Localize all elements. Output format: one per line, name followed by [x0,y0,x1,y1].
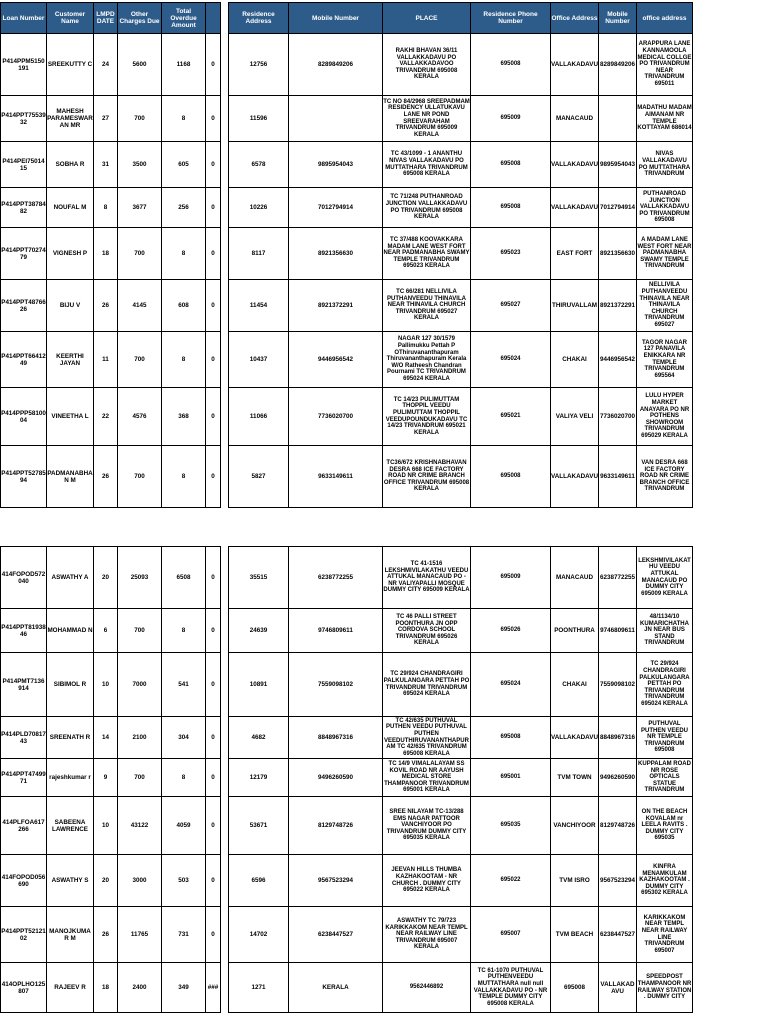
other-charges-cell: 43122 [118,797,162,855]
loan-number-cell: 414PLFOA617266 [1,797,47,855]
residence-phone-cell: 695026 [471,609,551,653]
overdue-amount-cell: 731 [162,907,206,963]
residence-address-cell: 12179 [229,759,289,797]
loan-number-cell: P414PPT4749971 [1,759,47,797]
col-total-overdue[interactable]: Total Overdue Amount [162,3,206,34]
loan-number-cell: P414PPT6641249 [1,332,47,388]
residence-address-cell: 10226 [229,188,289,228]
mobile-number-2-cell: 7559098102 [599,653,637,717]
mobile-number-2-cell: 9633149611 [599,446,637,508]
mobile-number-2-cell: VALLAKADAVU [599,963,637,1013]
office-address-cell: MANACAUD [551,547,599,609]
gap-cell [221,717,229,759]
residence-phone-cell: 695035 [471,797,551,855]
place-cell: TC 29/924 CHANDRAGIRI PALKULANGARA PETTAH PO TRIVANDRUM TRIVANDRUM 695024 KERALA [383,653,471,717]
table-row [1,609,693,653]
loan-number-cell: P414PMT7136914 [1,653,47,717]
blank-cell: 0 [206,855,221,907]
office-address-cell: EAST FORT [551,228,599,280]
other-charges-cell: 3677 [118,188,162,228]
loan-number-cell: 414FOPOD056690 [1,855,47,907]
customer-name-cell: VINEETHA L [47,388,94,446]
residence-address-cell: 4682 [229,717,289,759]
mobile-number-2-cell: 6238772255 [599,547,637,609]
other-charges-cell: 4576 [118,388,162,446]
table-row [1,446,693,508]
residence-phone-cell: 695008 [471,142,551,188]
gap-cell [221,855,229,907]
gap-cell [221,609,229,653]
office-address-2-cell: TAGOR NAGAR 127 PANAVILA ENIKKARA NR TEMPLE TRIVANDRUM 695564 [637,332,693,388]
blank-cell: 0 [206,332,221,388]
blank-cell: 0 [206,34,221,96]
mobile-number-2-cell: 8848967316 [599,717,637,759]
office-address-2-cell: 48/1134/10 KUMARICHATHA JN NEAR BUS STAND TRIVANDRUM [637,609,693,653]
residence-address-cell: 53671 [229,797,289,855]
mobile-number-2-cell: 7012794914 [599,188,637,228]
col-other-charges[interactable]: Other Charges Due [118,3,162,34]
col-lmpd-date[interactable]: LMPD DATE [94,3,118,34]
loan-table-page-2 [0,546,693,1013]
gap-cell [221,142,229,188]
office-address-2-cell: PUTHUVAL PUTHEN VEEDU NR TEMPLE TRIVANDRUM 695008 [637,717,693,759]
overdue-amount-cell: 8 [162,332,206,388]
lmpd-date-cell: 31 [94,142,118,188]
table-row [1,228,693,280]
office-address-2-cell: MADATHU MADAM AIMANAM NR TEMPLE KOTTAYAM 686014 [637,96,693,142]
customer-name-cell: rajeshkumar r [47,759,94,797]
mobile-number-2-cell: 9895954043 [599,142,637,188]
gap-cell [221,653,229,717]
residence-address-cell: 11454 [229,280,289,332]
office-address-2-cell: PUTHANROAD JUNCTION VALLAKKADAVU PO TRIVANDRUM 695008 [637,188,693,228]
place-cell: TC 41-1516 LEKSHMIVILAKATHU VEEDU ATTUKAL MANACAUD PO - NR VALIYAPALLI MOSQUE DUMMY CITY 695009 KERALA [383,547,471,609]
gap-cell [221,759,229,797]
overdue-amount-cell: 6508 [162,547,206,609]
col-place[interactable]: PLACE [383,3,471,34]
customer-name-cell: SOBHA R [47,142,94,188]
residence-address-cell: 14702 [229,907,289,963]
blank-cell: 0 [206,142,221,188]
loan-number-cell: P414PLD7081743 [1,717,47,759]
mobile-number-cell: 8848967316 [289,717,383,759]
other-charges-cell: 25093 [118,547,162,609]
office-address-cell: CHAKAI [551,653,599,717]
lmpd-date-cell: 6 [94,609,118,653]
place-cell: 9562446892 [383,963,471,1013]
office-address-2-cell: ON THE BEACH KOVALAM nr LEELA RAVITS . DUMMY CITY 695035 [637,797,693,855]
overdue-amount-cell: 8 [162,96,206,142]
mobile-number-2-cell [599,96,637,142]
mobile-number-cell: 7736020700 [289,388,383,446]
table-row [1,388,693,446]
loan-number-cell: P414PPM5150191 [1,34,47,96]
office-address-2-cell: NIVAS VALLAKADAVU PO MUTTATHARA TRIVANDRUM [637,142,693,188]
lmpd-date-cell: 9 [94,759,118,797]
mobile-number-2-cell: 8921356630 [599,228,637,280]
lmpd-date-cell: 26 [94,280,118,332]
mobile-number-cell: 8129748726 [289,797,383,855]
overdue-amount-cell: 349 [162,963,206,1013]
blank-cell: 0 [206,228,221,280]
residence-phone-cell: 695007 [471,907,551,963]
table-body-2 [1,547,693,1013]
customer-name-cell: RAJEEV R [47,963,94,1013]
overdue-amount-cell: 8 [162,446,206,508]
col-blank-1 [206,3,221,34]
office-address-cell: VANCHIYOOR [551,797,599,855]
loan-number-cell: P414PEI7501415 [1,142,47,188]
residence-address-cell: 1271 [229,963,289,1013]
mobile-number-cell: 8289849206 [289,34,383,96]
other-charges-cell: 3000 [118,855,162,907]
mobile-number-cell: 8921372291 [289,280,383,332]
office-address-2-cell: KARIKKAKOM NEAR TEMPL NEAR RAILWAY LINE TRIVANDRUM 695007 [637,907,693,963]
mobile-number-2-cell: 9746809611 [599,609,637,653]
lmpd-date-cell: 26 [94,446,118,508]
office-address-cell: VALLAKADAVU [551,142,599,188]
lmpd-date-cell: 18 [94,963,118,1013]
place-cell: TC 66/281 NELLIVILA PUTHANVEEDU THINAVILA NEAR THINAVILA CHURCH TRIVANDRUM 695027 KERALA [383,280,471,332]
office-address-2-cell: LEKSHMIVILAKATHU VEEDU ATTUKAL MANACAUD PO DUMMY CITY 695009 KERALA [637,547,693,609]
other-charges-cell: 700 [118,446,162,508]
residence-phone-cell: 695024 [471,332,551,388]
col-customer-name[interactable]: Customer Name [47,3,94,34]
residence-phone-cell: 695008 [471,446,551,508]
other-charges-cell: 2100 [118,717,162,759]
mobile-number-cell: 7559098102 [289,653,383,717]
mobile-number-cell: 6238447527 [289,907,383,963]
mobile-number-cell: 9567523294 [289,855,383,907]
header-row [1,3,693,34]
table-row [1,142,693,188]
gap-cell [221,907,229,963]
customer-name-cell: ASWATHY A [47,547,94,609]
other-charges-cell: 700 [118,759,162,797]
customer-name-cell: BIJU V [47,280,94,332]
place-cell: TC 37/488 KOOVAKKARA MADAM LANE WEST FORT NEAR PADMANABHA SWAMY TEMPLE TRIVANDRUM 695023 KERALA [383,228,471,280]
office-address-cell: VALIYA VELI [551,388,599,446]
overdue-amount-cell: 503 [162,855,206,907]
office-address-cell: VALLAKADAVU [551,446,599,508]
office-address-cell: POONTHURA [551,609,599,653]
blank-cell: 0 [206,446,221,508]
office-address-2-cell: SPEEDPOST THAMPANOOR NR RAILWAY STATION . DUMMY CITY [637,963,693,1013]
office-address-2-cell: ARAPPURA LANE KANNAMOOLA MEDICAL COLLGE PO TRIVANDRUM NEAR TRIVANDRUM 695011 [637,34,693,96]
office-address-cell: TVM TOWN [551,759,599,797]
blank-cell: 0 [206,547,221,609]
lmpd-date-cell: 26 [94,907,118,963]
blank-cell: ### [206,963,221,1013]
col-mobile-number[interactable]: Mobile Number [289,3,383,34]
place-cell: TC 43/1099 - 1 ANANTHU NIVAS VALLAKADAVU PO MUTTATHARA TRIVANDRUM 695008 KERALA [383,142,471,188]
mobile-number-cell: 9496260590 [289,759,383,797]
loan-table-page-1 [0,2,693,508]
gap-cell [221,96,229,142]
lmpd-date-cell: 14 [94,717,118,759]
customer-name-cell: SREEKUTTY C [47,34,94,96]
office-address-cell: VALLAKADAVU [551,717,599,759]
place-cell: TC 14/23 PULIMUTTAM THOPPIL VEEDU PULIMUTTAM THOPPIL VEEDUPOUNDUKADAVU TC 14/23 TRIVANDRUM 695021 KERALA [383,388,471,446]
office-address-cell: TVM BEACH [551,907,599,963]
col-mobile-number-2[interactable]: Mobile Number [599,3,637,34]
residence-phone-cell: 695008 [471,34,551,96]
lmpd-date-cell: 24 [94,34,118,96]
customer-name-cell: ASWATHY S [47,855,94,907]
office-address-cell: VALLAKADAVU [551,188,599,228]
blank-cell: 0 [206,96,221,142]
table-row [1,96,693,142]
residence-address-cell: 5827 [229,446,289,508]
place-cell: TC 14/9 VIMALALAYAM SS KOVIL ROAD NR AAYUSH MEDICAL STORE THAMPANOOR TRIVANDRUM 695001 KERALA [383,759,471,797]
other-charges-cell: 4145 [118,280,162,332]
table-row [1,547,693,609]
lmpd-date-cell: 18 [94,228,118,280]
residence-phone-cell: 695009 [471,547,551,609]
blank-cell: 0 [206,759,221,797]
other-charges-cell: 3500 [118,142,162,188]
place-cell: ASWATHY TC 79/723 KARIKKAKOM NEAR TEMPL NEAR RAILWAY LINE TRIVANDRUM 695007 KERALA [383,907,471,963]
office-address-2-cell: NELLIVILA PUTHANVEEDU THINAVILA NEAR THINAVILA CHURCH TRIVANDRUM 695027 [637,280,693,332]
place-cell: RAKHI BHAVAN 36/11 VALLAKKADAVU PO VALLAKKADAVOO TRIVANDRUM 695008 KERALA [383,34,471,96]
overdue-amount-cell: 1168 [162,34,206,96]
office-address-cell: MANACAUD [551,96,599,142]
loan-number-cell: P414PPP5810004 [1,388,47,446]
office-address-cell: THIRUVALLAM [551,280,599,332]
mobile-number-2-cell: 6238447527 [599,907,637,963]
overdue-amount-cell: 368 [162,388,206,446]
blank-cell: 0 [206,188,221,228]
mobile-number-2-cell: 9496260590 [599,759,637,797]
place-cell: TC NO 84/2968 SREEPADMAM RESIDENCY ULLATUKAVU LANE NR POND SREEVARAHAM TRIVANDRUM 695009 KERALA [383,96,471,142]
other-charges-cell: 700 [118,96,162,142]
mobile-number-cell: 7012794914 [289,188,383,228]
office-address-2-cell: VAN DESRA 668 ICE FACTORY ROAD NR CRIME BRANCH OFFICE TRIVANDRUM [637,446,693,508]
blank-cell: 0 [206,388,221,446]
other-charges-cell: 7000 [118,653,162,717]
residence-phone-cell: 695023 [471,228,551,280]
blank-cell: 0 [206,609,221,653]
residence-address-cell: 8117 [229,228,289,280]
mobile-number-2-cell: 8289849206 [599,34,637,96]
other-charges-cell: 5600 [118,34,162,96]
overdue-amount-cell: 608 [162,280,206,332]
lmpd-date-cell: 10 [94,797,118,855]
mobile-number-cell: KERALA [289,963,383,1013]
blank-cell: 0 [206,907,221,963]
col-office-address[interactable]: Office Address [551,3,599,34]
customer-name-cell: SIBIMOL R [47,653,94,717]
office-address-2-cell: LULU HYPER MARKET ANAYARA PO NR POTHENS SHOWROOM TRIVANDRUM 695029 KERALA [637,388,693,446]
office-address-2-cell: KUPPALAM ROAD NR ROSE OPTICALS STATUE TRIVANDRUM [637,759,693,797]
blank-cell: 0 [206,797,221,855]
residence-phone-cell: 695024 [471,653,551,717]
table-body-1 [1,34,693,508]
gap-cell [221,34,229,96]
overdue-amount-cell: 8 [162,609,206,653]
overdue-amount-cell: 4059 [162,797,206,855]
office-address-2-cell: A MADAM LANE WEST FORT NEAR PADMANABHA SWAMY TEMPLE TRIVANDRUM [637,228,693,280]
other-charges-cell: 11765 [118,907,162,963]
residence-phone-cell: 695008 [471,717,551,759]
mobile-number-cell: 9446956542 [289,332,383,388]
customer-name-cell: SABEENA LAWRENCE [47,797,94,855]
blank-cell: 0 [206,653,221,717]
gap-cell [221,963,229,1013]
residence-address-cell: 35515 [229,547,289,609]
table-row [1,332,693,388]
table-row [1,717,693,759]
overdue-amount-cell: 8 [162,759,206,797]
other-charges-cell: 700 [118,332,162,388]
office-address-2-cell: KINFRA MENAMKULAM KAZHAKOOTAM . DUMMY CITY 695302 KERALA [637,855,693,907]
residence-address-cell: 12756 [229,34,289,96]
mobile-number-cell: 9633149611 [289,446,383,508]
mobile-number-cell: 6238772255 [289,547,383,609]
lmpd-date-cell: 11 [94,332,118,388]
overdue-amount-cell: 605 [162,142,206,188]
table-row [1,280,693,332]
table-row [1,797,693,855]
customer-name-cell: KEERTHI JAYAN [47,332,94,388]
col-loan-number[interactable]: Loan Number [1,3,47,34]
customer-name-cell: MOHAMMAD N [47,609,94,653]
mobile-number-cell: 9895954043 [289,142,383,188]
blank-cell: 0 [206,717,221,759]
table-row [1,34,693,96]
loan-number-cell: P414PPT7027479 [1,228,47,280]
place-cell: SREE NILAYAM TC-13/288 EMS NAGAR PATTOOR VANCHIYOOR PO TRIVANDRUM DUMMY CITY 695035 KERALA [383,797,471,855]
gap-cell [221,188,229,228]
mobile-number-cell: 8921356630 [289,228,383,280]
place-cell: NAGAR 127 30/1579 Pallimukku Pettah P OThiruvananthapuram Thiruvananthapuram Kerala W/O Ratheesh Chandran Pournami TC TRIVANDRUM 695024 KERALA [383,332,471,388]
residence-phone-cell: 695021 [471,388,551,446]
table-row [1,759,693,797]
residence-phone-cell: 695027 [471,280,551,332]
mobile-number-2-cell: 9446956542 [599,332,637,388]
residence-address-cell: 6596 [229,855,289,907]
gap-cell [221,280,229,332]
table-row [1,653,693,717]
table-row [1,855,693,907]
customer-name-cell: MAHESH PARAMESWARAN MR [47,96,94,142]
loan-number-cell: P414PPT5278594 [1,446,47,508]
gap-cell [221,797,229,855]
gap-cell [221,332,229,388]
loan-number-cell: P414PPT7553932 [1,96,47,142]
overdue-amount-cell: 304 [162,717,206,759]
customer-name-cell: SREENATH R [47,717,94,759]
residence-address-cell: 24639 [229,609,289,653]
col-residence-phone[interactable]: Residence Phone Number [471,3,551,34]
gap-cell [221,547,229,609]
mobile-number-cell: 9746809611 [289,609,383,653]
table-row [1,907,693,963]
customer-name-cell: PADMANABHAN M [47,446,94,508]
loan-number-cell: 414FOPOD572040 [1,547,47,609]
lmpd-date-cell: 8 [94,188,118,228]
overdue-amount-cell: 541 [162,653,206,717]
other-charges-cell: 700 [118,609,162,653]
mobile-number-2-cell: 7736020700 [599,388,637,446]
residence-address-cell: 11596 [229,96,289,142]
mobile-number-2-cell: 8921372291 [599,280,637,332]
col-residence-address[interactable]: Residence Address [229,3,289,34]
loan-number-cell: P414PPT5212102 [1,907,47,963]
customer-name-cell: MANOJKUMAR M [47,907,94,963]
office-address-cell: 695008 [551,963,599,1013]
table-row [1,188,693,228]
office-address-2-cell: TC 29/924 CHANDRAGIRI PALKULANGARA PETTAH PO TRIVANDRUM TRIVANDRUM 695024 KERALA [637,653,693,717]
residence-phone-cell: 695022 [471,855,551,907]
place-cell: JEEVAN HILLS THUMBA KAZHAKOOTAM - NR CHURCH . DUMMY CITY 695022 KERALA [383,855,471,907]
customer-name-cell: VIGNESH P [47,228,94,280]
customer-name-cell: NOUFAL M [47,188,94,228]
lmpd-date-cell: 20 [94,547,118,609]
gap-cell [221,446,229,508]
col-office-address-2[interactable]: office address [637,3,693,34]
office-address-cell: TVM ISRO [551,855,599,907]
col-gap [221,3,229,34]
office-address-cell: CHAKAI [551,332,599,388]
place-cell: TC 71/248 PUTHANROAD JUNCTION VALLAKKADAVU PO TRIVANDRUM 695008 KERALA [383,188,471,228]
lmpd-date-cell: 27 [94,96,118,142]
mobile-number-2-cell: 9567523294 [599,855,637,907]
gap-cell [221,228,229,280]
residence-phone-cell: TC 61-1070 PUTHUVAL PUTHENVEEDU MUTTATHARA null null VALLAKKADAVU PO - NR TEMPLE DUMMY CITY 695008 KERALA [471,963,551,1013]
loan-number-cell: 414OPLHO125807 [1,963,47,1013]
table-row [1,963,693,1013]
lmpd-date-cell: 10 [94,653,118,717]
office-address-cell: VALLAKADAVU [551,34,599,96]
residence-address-cell: 10437 [229,332,289,388]
residence-address-cell: 6578 [229,142,289,188]
residence-phone-cell: 695008 [471,188,551,228]
mobile-number-2-cell: 8129748726 [599,797,637,855]
gap-cell [221,388,229,446]
residence-phone-cell: 695001 [471,759,551,797]
overdue-amount-cell: 8 [162,228,206,280]
place-cell: TC 42/635 PUTHUVAL PUTHEN VEEDU PUTHUVAL PUTHEN VEEDUTHIRUVANANTHAPURAM TC 42/635 TRIVANDRUM 695008 KERALA [384,717,469,757]
loan-number-cell: P414PPT3878482 [1,188,47,228]
loan-number-cell: P414PPT8193846 [1,609,47,653]
residence-address-cell: 11066 [229,388,289,446]
place-cell: TC 46 PALLI STREET POONTHURA JN OPP CORDOVA SCHOOL TRIVANDRUM 695026 KERALA [383,609,471,653]
place-cell: TC36/672 KRISHNABHAVAN DESRA 668 ICE FACTORY ROAD NR CRIME BRANCH OFFICE TRIVANDRUM 695008 KERALA [383,446,471,508]
blank-cell: 0 [206,280,221,332]
lmpd-date-cell: 20 [94,855,118,907]
mobile-number-cell [289,96,383,142]
lmpd-date-cell: 22 [94,388,118,446]
overdue-amount-cell: 256 [162,188,206,228]
other-charges-cell: 700 [118,228,162,280]
residence-phone-cell: 695009 [471,96,551,142]
other-charges-cell: 2400 [118,963,162,1013]
loan-number-cell: P414PPT4876626 [1,280,47,332]
residence-address-cell: 10891 [229,653,289,717]
page-break [0,532,768,533]
